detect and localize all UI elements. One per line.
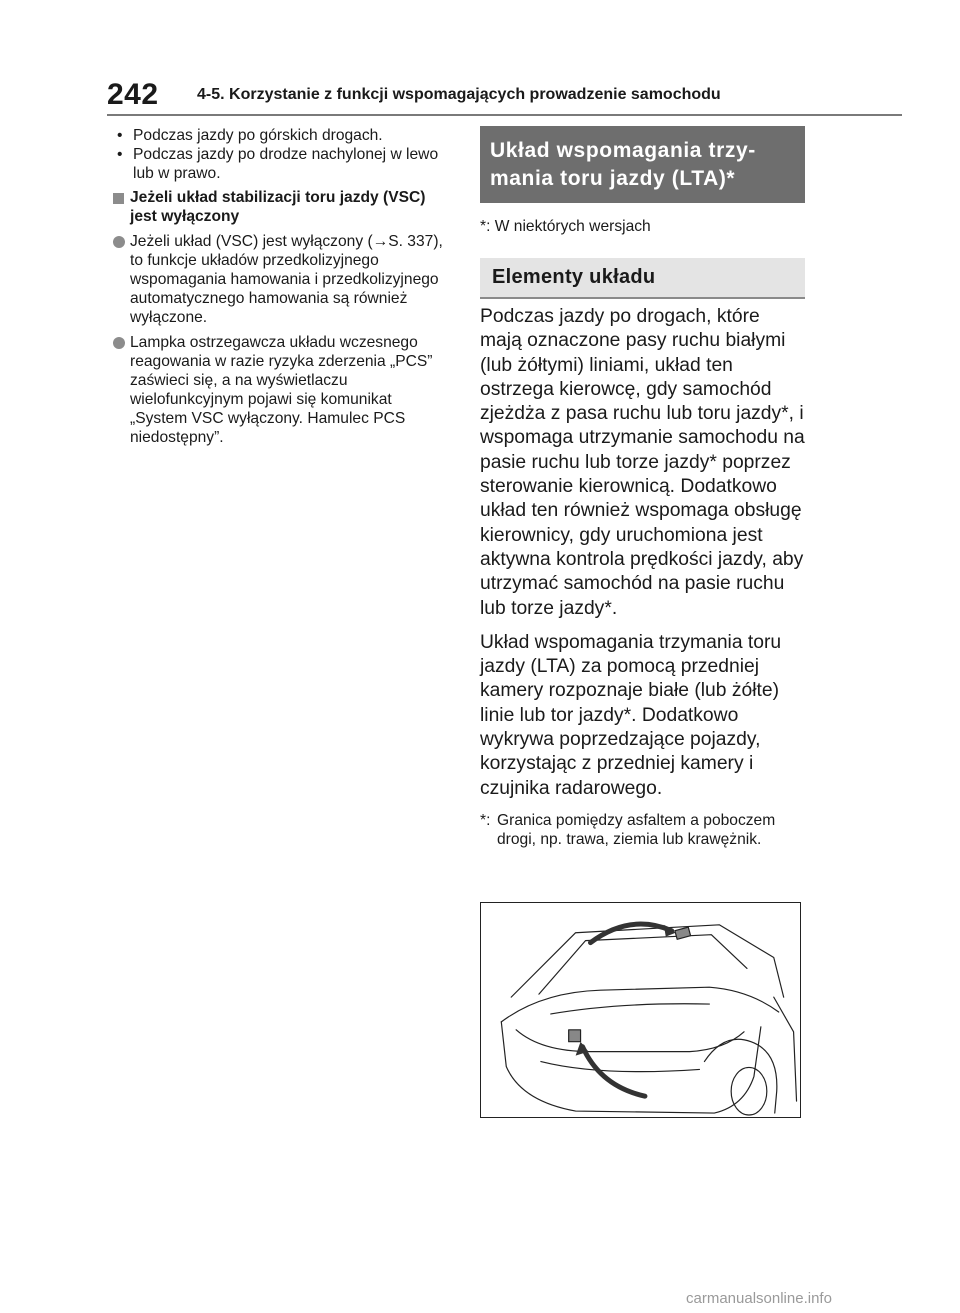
bullet-dot-icon: • — [117, 146, 123, 163]
page-number: 242 — [107, 78, 159, 111]
asterisk-footnote-text: Granica pomiędzy asfaltem a poboczem drogi, np. trawa, ziemia lub krawężnik. — [497, 811, 776, 848]
hood-crease — [551, 1004, 710, 1014]
left-column — [113, 126, 453, 447]
grille-line — [541, 1062, 700, 1072]
headlight-line — [516, 1030, 744, 1052]
front-wheel — [731, 1067, 767, 1115]
circle-marker-icon — [113, 236, 125, 248]
footnote-variants: *: W niektórych wersjach — [480, 218, 651, 235]
paragraph: Podczas jazdy po drogach, które mają oznaczone pasy ruchu białymi (lub żółtymi) liniami, układ ten ostrzega kierowcę, gdy samochód zjeżdża z pasa ruchu lub toru jazdy*, i wspomaga utrzymanie samochodu na pasie ruchu lub torze jazdy* poprzez sterowanie kierownicą. Dodatkowo układ ten również wspomaga obsługę kierownicy, gdy uruchomiona jest aktywna kontrola prędkości jazdy, aby utrzymać samochód na pasie ruchu lub torze jazdy*. — [480, 306, 805, 619]
circle-item — [113, 333, 453, 447]
radar-sensor-icon — [569, 1030, 581, 1042]
square-marker-icon — [113, 193, 124, 204]
subheading-components: Elementy układu — [480, 258, 805, 299]
circle-item-text: Lampka ostrzegawcza układu wczesnego reagowania w razie ryzyka zderzenia „PCS” zaświeci się, a na wyświetlaczu wielofunkcyjnym pojawi się komunikat „System VSC wyłączony. Hamulec PCS niedostępny”. — [130, 334, 433, 446]
bullet-dot-icon: • — [117, 127, 123, 144]
right-column — [480, 126, 805, 849]
roof-outline — [511, 925, 783, 997]
paragraph: Układ wspomagania trzymania toru jazdy (LTA) za pomocą przedniej kamery rozpoznaje białe (lub żółte) linie lub tor jazdy*. Dodatkowo wykrywa poprzedzające pojazdy, korzystając z przedniej kamery i czujnika radarowego. — [480, 631, 782, 799]
bullet-text: Podczas jazdy po drodze nachylonej w lewo lub w prawo. — [133, 146, 439, 182]
section-title: Układ wspomagania trzymania toru jazdy (LTA)* — [480, 126, 805, 203]
bullet-text: Podczas jazdy po górskich drogach. — [133, 127, 383, 144]
asterisk-mark: *: — [480, 811, 491, 829]
circle-item — [113, 232, 453, 327]
front-camera-icon — [675, 927, 691, 939]
front-wheel-arch — [704, 1039, 776, 1113]
header-rule — [107, 114, 902, 116]
car-line-drawing — [481, 903, 800, 1117]
bullet-item — [113, 126, 453, 145]
watermark: carmanualsonline.info — [686, 1290, 832, 1307]
body-text — [480, 305, 805, 801]
bullet-item — [113, 145, 453, 183]
chapter-title: 4-5. Korzystanie z funkcji wspomagających prowadzenie samochodu — [197, 86, 721, 103]
circle-marker-icon — [113, 337, 125, 349]
vsc-heading — [113, 188, 453, 226]
asterisk-footnote — [480, 811, 805, 849]
windshield-outline — [539, 935, 747, 994]
front-bumper-outline — [501, 1022, 761, 1113]
car-sensor-illustration — [480, 902, 801, 1118]
vsc-heading-text: Jeżeli układ stabilizacji toru jazdy (VSC) jest wyłączony — [130, 189, 426, 225]
circle-item-text: Jeżeli układ (VSC) jest wyłączony (→S. 337), to funkcje układów przedkolizyjnego wspomagania hamowania i przedkolizyjnego automatycznego hamowania są również wyłączone. — [130, 233, 443, 326]
